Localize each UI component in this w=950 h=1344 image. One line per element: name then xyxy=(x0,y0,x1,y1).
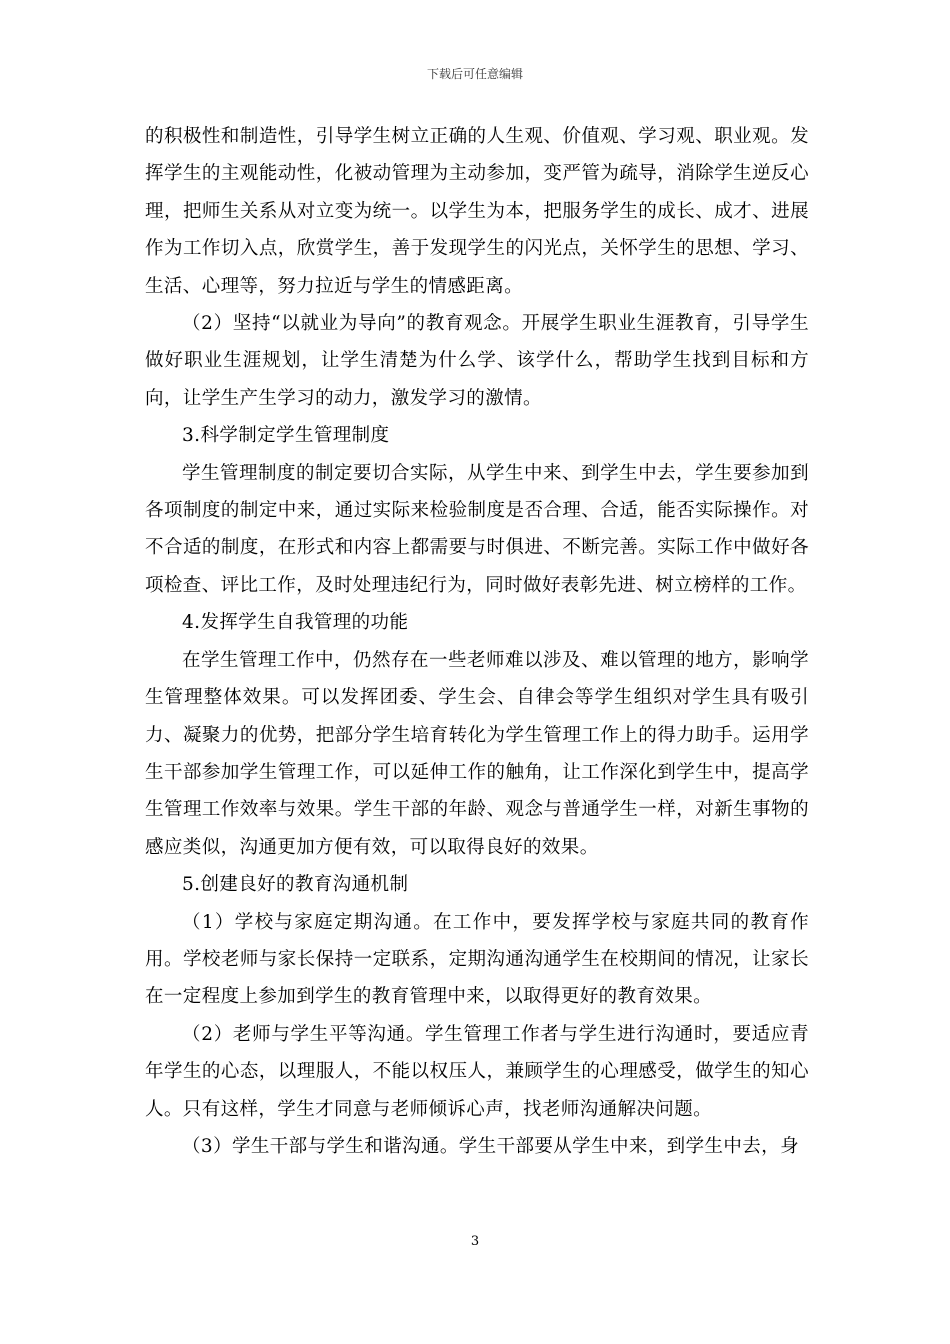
paragraph-teacher-student: （2）老师与学生平等沟通。学生管理工作者与学生进行沟通时，要适应青年学生的心态，以理服人，不能以权压人，兼顾学生的心理感受，做学生的知心人。只有这样，学生才同意与老师倾诉心声，找老师沟通解决问题。 xyxy=(145,1023,809,1120)
document-body xyxy=(145,118,809,1165)
paragraph-employment-orientation: （2）坚持“以就业为导向”的教育观念。开展学生职业生涯教育，引导学生做好职业生涯规划，让学生清楚为什么学、该学什么，帮助学生找到目标和方向，让学生产生学习的动力，激发学习的激情。 xyxy=(145,313,809,409)
section-heading-5: 5.创建良好的教育沟通机制 xyxy=(182,874,409,896)
paragraph-management-system: 学生管理制度的制定要切合实际，从学生中来、到学生中去，学生要参加到各项制度的制定中来，通过实际来检验制度是否合理、合适，能否实际操作。对不合适的制度，在形式和内容上都需要与时俱进、不断完善。实际工作中做好各项检查、评比工作，及时处理违纪行为，同时做好表彰先进、树立榜样的工作。 xyxy=(145,462,809,596)
section-heading-4: 4.发挥学生自我管理的功能 xyxy=(182,612,409,634)
paragraph-student-leaders: （3）学生干部与学生和谐沟通。学生干部要从学生中来，到学生中去，身 xyxy=(182,1135,799,1157)
paragraph-continuation: 的积极性和制造性，引导学生树立正确的人生观、价值观、学习观、职业观。发挥学生的主观能动性，化被动管理为主动参加，变严管为疏导，消除学生逆反心理，把师生关系从对立变为统一。以学生为本，把服务学生的成长、成才、进展作为工作切入点，欣赏学生，善于发现学生的闪光点，关怀学生的思想、学习、生活、心理等，努力拉近与学生的情感距离。 xyxy=(145,126,809,297)
page-number: 3 xyxy=(470,1234,480,1249)
page-header: 下载后可任意编辑 xyxy=(426,67,523,81)
paragraph-self-management: 在学生管理工作中，仍然存在一些老师难以涉及、难以管理的地方，影响学生管理整体效果。可以发挥团委、学生会、自律会等学生组织对学生具有吸引力、凝聚力的优势，把部分学生培育转化为学生管理工作上的得力助手。运用学生干部参加学生管理工作，可以延伸工作的触角，让工作深化到学生中，提高学生管理工作效率与效果。学生干部的年龄、观念与普通学生一样，对新生事物的感应类似，沟通更加方便有效，可以取得良好的效果。 xyxy=(145,649,809,858)
paragraph-school-family: （1）学校与家庭定期沟通。在工作中，要发挥学校与家庭共同的教育作用。学校老师与家长保持一定联系，定期沟通沟通学生在校期间的情况，让家长在一定程度上参加到学生的教育管理中来，以取得更好的教育效果。 xyxy=(145,911,809,1008)
section-heading-3: 3.科学制定学生管理制度 xyxy=(182,425,390,447)
